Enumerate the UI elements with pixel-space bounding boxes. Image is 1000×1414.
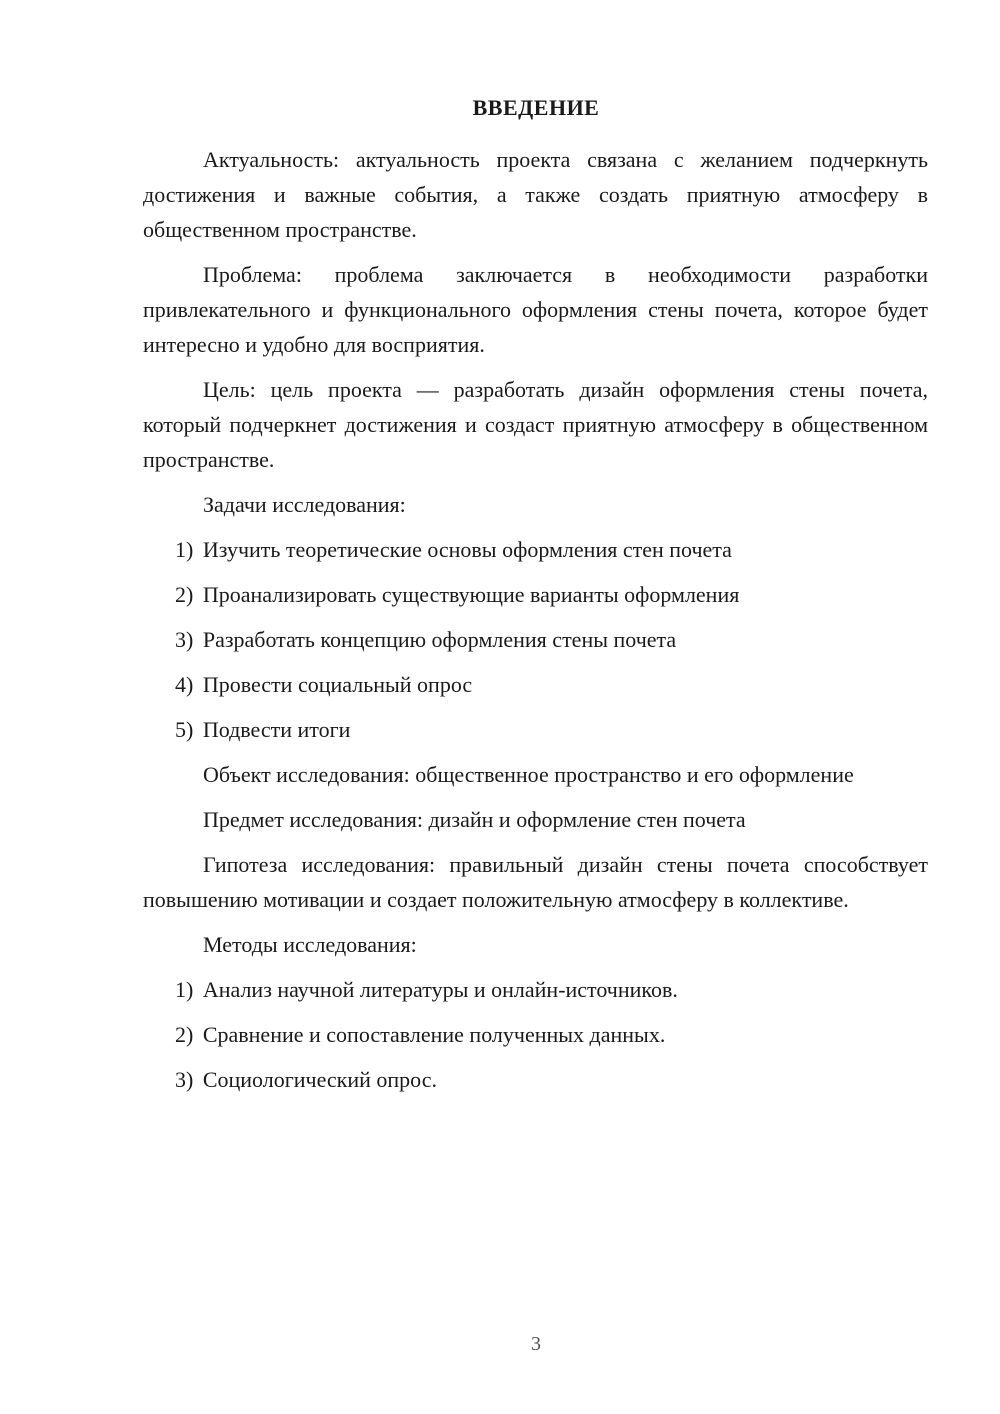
paragraph-problem: Проблема: проблема заключается в необходимости разработки привлекательного и функционального оформления стены почета, которое будет интересно и удобно для восприятия. xyxy=(143,262,928,357)
list-item-text: Разработать концепцию оформления стены почета xyxy=(202,627,677,652)
list-item xyxy=(143,532,928,567)
list-item-number: 2) xyxy=(175,582,194,607)
list-item xyxy=(143,577,928,612)
list-item-number: 4) xyxy=(175,672,194,697)
list-item-number: 3) xyxy=(175,1067,194,1092)
list-item-text: Провести социальный опрос xyxy=(202,672,473,697)
page-title: ВВЕДЕНИЕ xyxy=(472,95,600,120)
list-item-number: 2) xyxy=(175,1022,194,1047)
paragraph-subject: Предмет исследования: дизайн и оформление стен почета xyxy=(203,807,746,832)
list-item-number: 5) xyxy=(175,717,194,742)
list-item xyxy=(143,972,928,1007)
list-item-text: Подвести итоги xyxy=(202,717,351,742)
paragraph-object: Объект исследования: общественное пространство и его оформление xyxy=(203,762,854,787)
list-item xyxy=(143,622,928,657)
list-item-number: 3) xyxy=(175,627,194,652)
paragraph-relevance: Актуальность: актуальность проекта связана с желанием подчеркнуть достижения и важные события, а также создать приятную атмосферу в общественном пространстве. xyxy=(143,147,928,242)
paragraph-hypothesis: Гипотеза исследования: правильный дизайн стены почета способствует повышению мотивации и создает положительную атмосферу в коллективе. xyxy=(143,852,928,912)
list-item-text: Изучить теоретические основы оформления стен почета xyxy=(202,537,732,562)
tasks-list xyxy=(143,532,928,747)
list-item-text: Социологический опрос. xyxy=(202,1067,437,1092)
list-item xyxy=(143,1062,928,1097)
list-item-number: 1) xyxy=(175,977,194,1002)
list-item xyxy=(143,712,928,747)
methods-list xyxy=(143,972,928,1097)
paragraph-goal: Цель: цель проекта — разработать дизайн оформления стены почета, который подчеркнет достижения и создаст приятную атмосферу в общественном пространстве. xyxy=(143,377,928,472)
methods-heading: Методы исследования: xyxy=(203,932,417,957)
list-item-text: Сравнение и сопоставление полученных данных. xyxy=(202,1022,666,1047)
list-item xyxy=(143,1017,928,1052)
list-item xyxy=(143,667,928,702)
list-item-text: Анализ научной литературы и онлайн-источников. xyxy=(202,977,678,1002)
list-item-number: 1) xyxy=(175,537,194,562)
page-number: 3 xyxy=(531,1333,541,1355)
tasks-heading: Задачи исследования: xyxy=(203,492,406,517)
document-body xyxy=(143,142,928,1107)
list-item-text: Проанализировать существующие варианты оформления xyxy=(202,582,740,607)
